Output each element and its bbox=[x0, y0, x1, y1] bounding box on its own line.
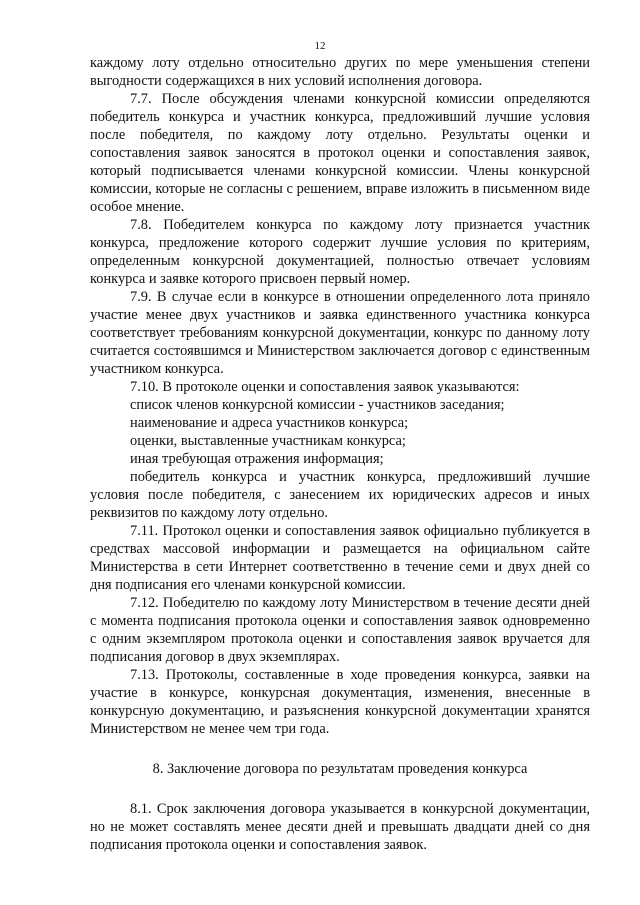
paragraph-7-9: 7.9. В случае если в конкурсе в отношении определенного лота приняло участие менее двух участников и заявка единственного участника конкурса соответствует требованиям конкурсной документации, конкурс по данному лоту считается состоявшимся и Министерством заключается договор с единственным участником конкурса. bbox=[90, 289, 590, 377]
list-item: победитель конкурса и участник конкурса, предложивший лучшие условия после победителя, с занесением их юридических адресов и иных реквизитов по каждому лоту отдельно. bbox=[90, 469, 590, 521]
document-body bbox=[90, 54, 590, 854]
paragraph-7-13: 7.13. Протоколы, составленные в ходе проведения конкурса, заявки на участие в конкурсе, конкурсная документация, изменения, внесенные в конкурсную документацию, и разъяснения конкурсной документации хранятся Министерством не менее чем три года. bbox=[90, 667, 590, 737]
paragraph-7-10: 7.10. В протоколе оценки и сопоставления заявок указываются: bbox=[130, 379, 520, 395]
list-item: оценки, выставленные участникам конкурса; bbox=[130, 433, 406, 449]
paragraph-7-8: 7.8. Победителем конкурса по каждому лоту признается участник конкурса, предложение которого содержит лучшие условия по критериям, определенным конкурсной документацией, полностью отвечает условиям конкурса и заявке которого присвоен первый номер. bbox=[90, 217, 590, 287]
section-heading: 8. Заключение договора по результатам проведения конкурса bbox=[152, 761, 528, 777]
list-item: иная требующая отражения информация; bbox=[130, 451, 384, 467]
list-item: наименование и адреса участников конкурса; bbox=[130, 415, 409, 431]
page-number: 12 bbox=[314, 40, 326, 52]
paragraph-8-1: 8.1. Срок заключения договора указывается в конкурсной документации, но не может составлять менее десяти дней и превышать двадцати дней со дня подписания протокола оценки и сопоставления заявок. bbox=[90, 801, 590, 853]
paragraph-7-12: 7.12. Победителю по каждому лоту Министерством в течение десяти дней с момента подписания протокола оценки и сопоставления заявок одновременно с одним экземпляром протокола оценки и сопоставления заявок вручается для подписания договор в двух экземплярах. bbox=[90, 595, 590, 665]
paragraph-7-11: 7.11. Протокол оценки и сопоставления заявок официально публикуется в средствах массовой информации и размещается на официальном сайте Министерства в сети Интернет соответственно в течение семи и двух дней со дня подписания его членами конкурсной комиссии. bbox=[90, 523, 590, 593]
paragraph-7-7: 7.7. После обсуждения членами конкурсной комиссии определяются победитель конкурса и участник конкурса, предложивший лучшие условия после победителя, по каждому лоту отдельно. Результаты оценки и сопоставления заявок заносятся в протокол оценки и сопоставления заявок, который подписывается членами конкурсной комиссии. Члены конкурсной комиссии, которые не согласны с решением, вправе изложить в письменном виде особое мнение. bbox=[90, 91, 590, 215]
list-item: список членов конкурсной комиссии - участников заседания; bbox=[130, 397, 505, 413]
paragraph-continued: каждому лоту отдельно относительно других по мере уменьшения степени выгодности содержащихся в них условий исполнения договора. bbox=[90, 55, 590, 89]
